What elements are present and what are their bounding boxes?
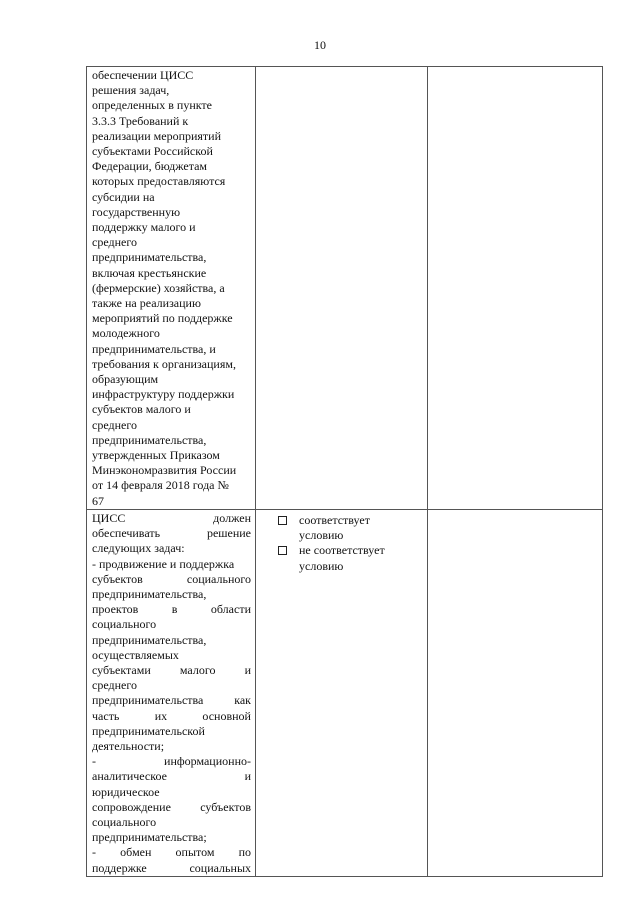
text-line bbox=[92, 815, 251, 830]
text-line bbox=[92, 739, 251, 754]
text-line: поддержку малого и bbox=[92, 220, 196, 235]
text-line bbox=[92, 511, 251, 526]
text-line bbox=[92, 693, 251, 708]
text-word: субъектов bbox=[200, 799, 251, 814]
criterion-cell bbox=[87, 509, 256, 876]
criterion-text bbox=[87, 510, 255, 876]
text-word: информационно- bbox=[164, 754, 251, 769]
text-line: Минэкономразвития России bbox=[92, 463, 237, 478]
text-word: поддержке bbox=[92, 860, 147, 875]
text-word: - bbox=[92, 754, 96, 769]
text-word: их bbox=[154, 708, 168, 723]
text-line bbox=[92, 617, 251, 632]
text-line bbox=[92, 754, 251, 769]
text-line: 67 bbox=[92, 493, 104, 508]
text-line bbox=[92, 557, 251, 572]
text-word: среднего bbox=[92, 678, 137, 693]
table-row bbox=[87, 509, 603, 876]
text-word: проектов bbox=[92, 602, 139, 617]
text-word: в bbox=[171, 602, 178, 617]
text-line bbox=[92, 800, 251, 815]
text-line: определенных в пункте bbox=[92, 98, 212, 113]
text-line bbox=[92, 678, 251, 693]
text-line bbox=[92, 861, 251, 876]
text-line: предпринимательства, и bbox=[92, 341, 216, 356]
text-word: аналитическое bbox=[92, 769, 167, 784]
text-word: ЦИСС bbox=[92, 510, 126, 525]
text-line: инфраструктуру поддержки bbox=[92, 387, 235, 402]
text-line bbox=[92, 845, 251, 860]
option-label: не соответствует условию bbox=[299, 543, 385, 573]
text-word: социального bbox=[92, 617, 157, 632]
text-line: предпринимательства, bbox=[92, 432, 207, 447]
text-line bbox=[92, 587, 251, 602]
text-line bbox=[92, 541, 251, 556]
text-line: (фермерские) хозяйства, а bbox=[92, 280, 225, 295]
text-line: молодежного bbox=[92, 326, 160, 341]
criterion-text bbox=[87, 67, 255, 509]
text-word: социальных bbox=[189, 860, 251, 875]
text-word: сопровождение bbox=[92, 799, 171, 814]
text-word: предпринимательства, bbox=[92, 586, 207, 601]
text-line: государственную bbox=[92, 204, 181, 219]
text-word: - продвижение и поддержка bbox=[92, 556, 235, 571]
page-number: 10 bbox=[314, 38, 326, 52]
text-line: также на реализацию bbox=[92, 296, 201, 311]
comment-cell bbox=[428, 67, 603, 510]
checkbox-icon[interactable] bbox=[278, 516, 287, 525]
criteria-table bbox=[86, 66, 603, 877]
assessment-option[interactable] bbox=[256, 543, 427, 573]
text-word: предпринимательской bbox=[92, 723, 205, 738]
text-word: решение bbox=[206, 526, 251, 541]
text-word: обеспечивать bbox=[92, 526, 161, 541]
text-line bbox=[92, 785, 251, 800]
text-line bbox=[92, 663, 251, 678]
text-word: должен bbox=[213, 510, 251, 525]
text-word: по bbox=[238, 845, 251, 860]
text-word: социального bbox=[92, 814, 157, 829]
assessment-option[interactable] bbox=[256, 513, 427, 543]
text-line bbox=[92, 724, 251, 739]
text-line: среднего bbox=[92, 417, 137, 432]
text-line bbox=[92, 830, 251, 845]
text-line bbox=[92, 526, 251, 541]
option-label: соответствует условию bbox=[299, 512, 370, 543]
text-word: субъектов bbox=[92, 571, 143, 586]
text-word: как bbox=[234, 693, 251, 708]
text-line: образующим bbox=[92, 372, 159, 387]
table-row bbox=[87, 67, 603, 510]
text-line: субъектами Российской bbox=[92, 144, 213, 159]
text-line: субъектов малого и bbox=[92, 402, 191, 417]
text-word: следующих задач: bbox=[92, 541, 185, 556]
text-line: среднего bbox=[92, 235, 137, 250]
text-word: и bbox=[244, 769, 251, 784]
text-line bbox=[92, 572, 251, 587]
text-word: - bbox=[92, 845, 96, 860]
text-line: утвержденных Приказом bbox=[92, 448, 220, 463]
text-word: предпринимательства bbox=[92, 693, 204, 708]
text-line: предпринимательства, bbox=[92, 250, 207, 265]
assessment-options bbox=[256, 510, 427, 574]
text-word: деятельности; bbox=[92, 738, 165, 753]
text-word: предпринимательства, bbox=[92, 632, 207, 647]
text-line: решения задач, bbox=[92, 83, 170, 98]
text-line bbox=[92, 633, 251, 648]
comment-cell bbox=[428, 509, 603, 876]
text-line bbox=[92, 769, 251, 784]
text-word: осуществляемых bbox=[92, 647, 179, 662]
text-word: социального bbox=[186, 571, 251, 586]
text-word: обмен bbox=[120, 845, 152, 860]
text-line bbox=[92, 709, 251, 724]
text-line: Федерации, бюджетам bbox=[92, 159, 208, 174]
text-line: 3.3.3 Требований к bbox=[92, 113, 189, 128]
text-line: требования к организациям, bbox=[92, 356, 236, 371]
text-line: мероприятий по поддержке bbox=[92, 311, 233, 326]
text-word: и bbox=[244, 662, 251, 677]
criterion-cell bbox=[87, 67, 256, 510]
text-line: субсидии на bbox=[92, 189, 155, 204]
text-word: малого bbox=[179, 662, 216, 677]
text-line: от 14 февраля 2018 года № bbox=[92, 478, 229, 493]
text-word: юридическое bbox=[92, 784, 160, 799]
text-word: области bbox=[210, 602, 251, 617]
text-line: обеспечении ЦИСС bbox=[92, 68, 194, 82]
assessment-cell bbox=[256, 509, 428, 876]
text-line: реализации мероприятий bbox=[92, 128, 222, 143]
text-line bbox=[92, 648, 251, 663]
text-line bbox=[92, 602, 251, 617]
assessment-cell bbox=[256, 67, 428, 510]
text-line: которых предоставляются bbox=[92, 174, 226, 189]
text-word: опытом bbox=[175, 845, 215, 860]
text-line: включая крестьянские bbox=[92, 265, 207, 280]
checkbox-icon[interactable] bbox=[278, 546, 287, 555]
text-word: часть bbox=[92, 708, 120, 723]
text-word: предпринимательства; bbox=[92, 830, 207, 845]
text-word: основной bbox=[202, 708, 251, 723]
text-word: субъектами bbox=[92, 662, 151, 677]
